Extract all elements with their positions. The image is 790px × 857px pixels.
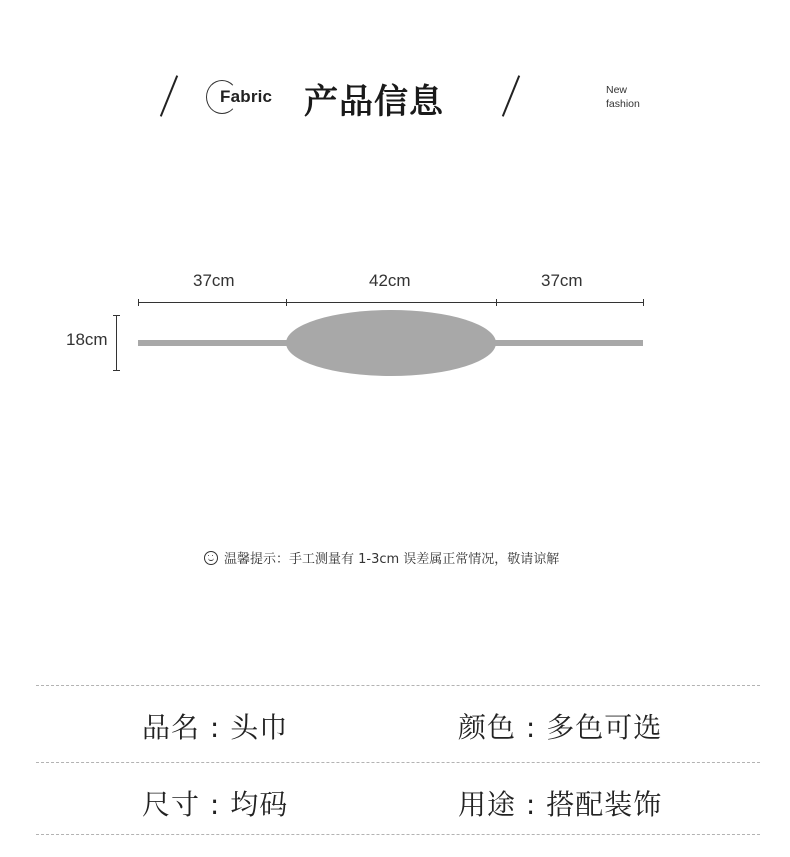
height-dimension-line (116, 315, 117, 371)
dimension-tick (643, 299, 644, 306)
divider (36, 762, 760, 763)
width-label-center: 42cm (369, 271, 411, 290)
new-label: New (606, 84, 628, 96)
divider (36, 685, 760, 686)
height-label: 18cm (66, 330, 108, 349)
dimension-tick (286, 299, 287, 306)
width-dimension-line (138, 302, 643, 303)
headscarf-body (286, 310, 496, 376)
usage-row (458, 783, 662, 823)
tip-text: 温馨提示：手工测量有 1-3cm 误差属正常情况，敬请谅解 (224, 552, 560, 567)
measurement-tip (204, 548, 559, 567)
size-value: 均码 (230, 788, 289, 821)
fashion-label: fashion (606, 98, 640, 110)
size-row (142, 783, 288, 823)
size-label: 尺寸 : (142, 788, 231, 821)
width-label-left: 37cm (193, 271, 235, 290)
color-value: 多色可选 (546, 711, 663, 744)
dimension-tick (138, 299, 139, 306)
new-fashion-tag (606, 83, 640, 111)
product-name-row (142, 706, 288, 746)
dimension-tick (113, 370, 120, 371)
fabric-label: Fabric (220, 87, 273, 106)
color-label: 颜色 : (458, 711, 547, 744)
left-slash-decoration (160, 75, 178, 117)
headscarf-right-tie (484, 340, 643, 346)
headscarf-left-tie (138, 340, 298, 346)
fabric-badge (206, 80, 273, 114)
dimension-tick (496, 299, 497, 306)
right-slash-decoration (502, 75, 520, 117)
name-label: 品名 : (142, 711, 231, 744)
usage-value: 搭配装饰 (546, 788, 663, 821)
color-row (458, 706, 662, 746)
width-label-right: 37cm (541, 271, 583, 290)
page-title: 产品信息 (304, 82, 444, 122)
divider (36, 834, 760, 835)
name-value: 头巾 (230, 711, 289, 744)
dimension-tick (113, 315, 120, 316)
smile-icon (204, 551, 218, 565)
usage-label: 用途 : (458, 788, 547, 821)
